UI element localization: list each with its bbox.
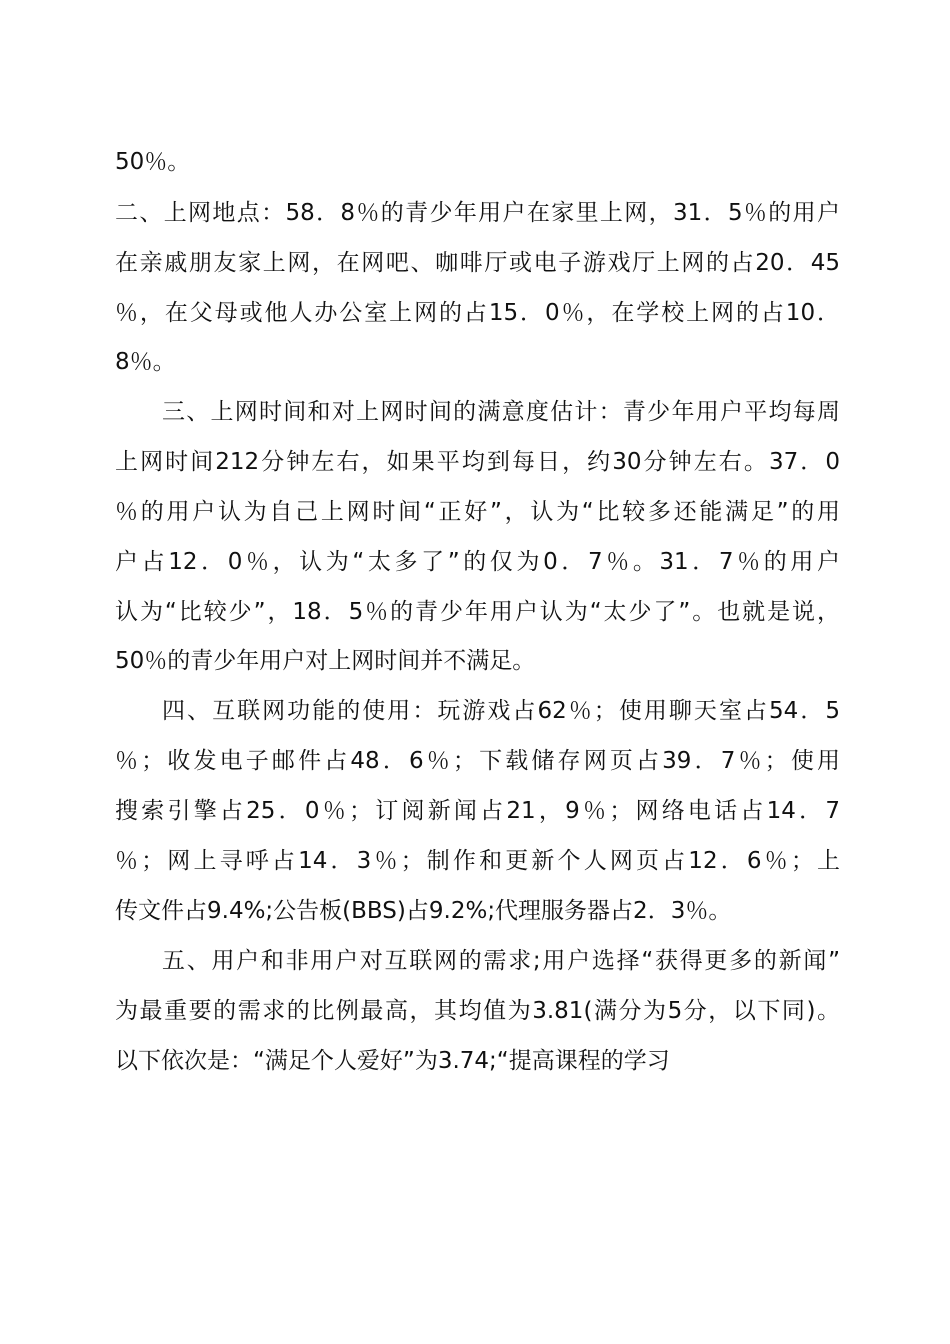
text-line: 搜索引擎占25．0％；订阅新闻占21，9％；网络电话占14．7: [115, 798, 840, 824]
text-line: 四、互联网功能的使用：玩游戏占62％；使用聊天室占54．5: [162, 698, 840, 724]
text-line: 户占12．0％，认为“太多了”的仅为0．7％。31．7％的用户: [115, 549, 840, 575]
text-line: 三、上网时间和对上网时间的满意度估计：青少年用户平均每周: [162, 399, 840, 425]
text-line: 在亲戚朋友家上网，在网吧、咖啡厅或电子游戏厅上网的占20．45: [115, 250, 840, 276]
text-line: 上网时间212分钟左右，如果平均到每日，约30分钟左右。37．0: [115, 449, 840, 475]
text-line: ％；网上寻呼占14．3％；制作和更新个人网页占12．6％；上: [115, 848, 840, 874]
text-line: 为最重要的需求的比例最高，其均值为3.81(满分为5分，以下同)。: [115, 998, 840, 1024]
text-line: 认为“比较少”，18．5％的青少年用户认为“太少了”。也就是说，: [115, 599, 840, 625]
text-line: 二、上网地点：58．8％的青少年用户在家里上网，31．5％的用户: [115, 200, 840, 226]
text-line: 50％的青少年用户对上网时间并不满足。: [115, 648, 536, 674]
text-line: ％的用户认为自己上网时间“正好”，认为“比较多还能满足”的用: [115, 499, 840, 525]
text-line: 五、用户和非用户对互联网的需求;用户选择“获得更多的新闻”: [162, 948, 840, 974]
text-line: ％，在父母或他人办公室上网的占15．0％，在学校上网的占10．: [115, 300, 840, 326]
text-line: 以下依次是：“满足个人爱好”为3.74;“提高课程的学习: [115, 1048, 670, 1074]
text-line: 8％。: [115, 349, 176, 375]
text-line: ％；收发电子邮件占48．6％；下载储存网页占39．7％；使用: [115, 748, 840, 774]
text-line: 50％。: [115, 149, 191, 175]
text-line: 传文件占9.4%;公告板(BBS)占9.2%;代理服务器占2．3％。: [115, 898, 732, 924]
